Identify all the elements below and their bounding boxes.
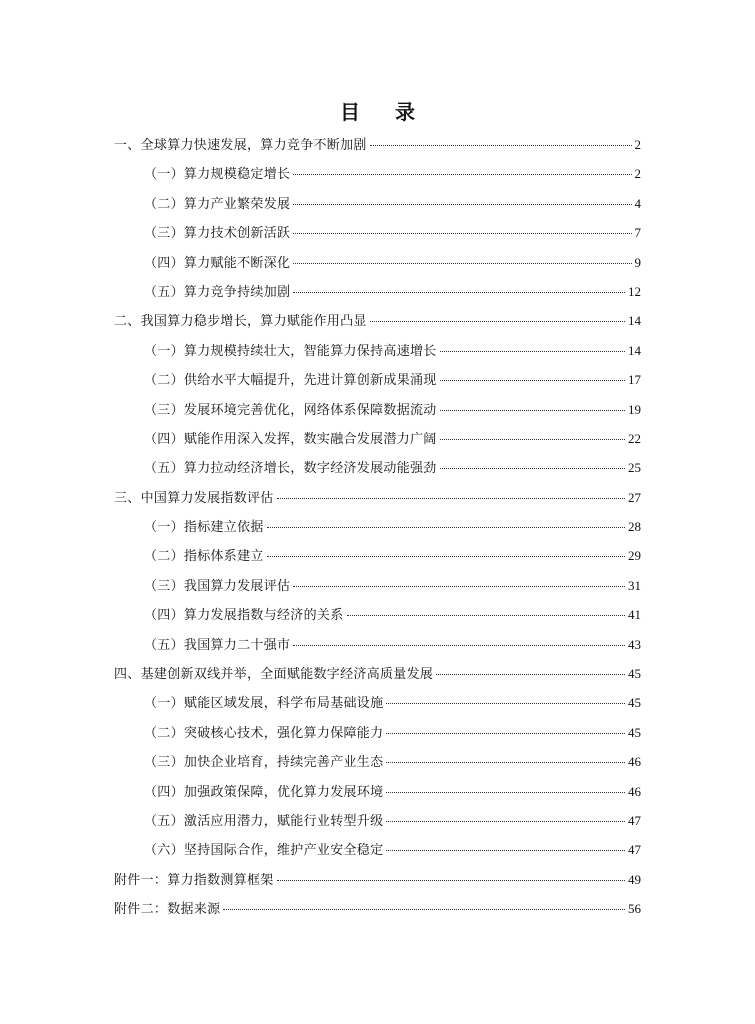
toc-entry-label: （四）赋能作用深入发挥，数实融合发展潜力广阔 (144, 431, 437, 447)
toc-section-entry[interactable] (114, 371, 641, 400)
toc-section-entry[interactable] (114, 841, 641, 870)
toc-page-number: 45 (628, 724, 641, 740)
toc-page-number: 14 (628, 342, 641, 358)
toc-entry-label: （一）赋能区域发展，科学布局基础设施 (144, 696, 384, 712)
toc-dot-leader (370, 321, 625, 322)
toc-section-entry[interactable] (114, 459, 641, 488)
toc-page-number: 2 (634, 166, 641, 182)
toc-entry-label: 三、中国算力发展指数评估 (114, 490, 274, 506)
toc-section-entry[interactable] (114, 195, 641, 224)
toc-dot-leader (223, 909, 625, 910)
toc-title: 目 录 (340, 100, 429, 124)
toc-dot-leader (386, 850, 625, 851)
toc-section-entry[interactable] (114, 577, 641, 606)
toc-dot-leader (293, 292, 625, 293)
toc-section-entry[interactable] (114, 430, 641, 459)
toc-dot-leader (293, 263, 631, 264)
toc-page-number: 45 (628, 695, 641, 711)
toc-section-entry[interactable] (114, 547, 641, 576)
toc-entry-label: （一）算力规模稳定增长 (144, 167, 291, 183)
toc-section-entry[interactable] (114, 165, 641, 194)
toc-dot-leader (386, 733, 625, 734)
toc-section-entry[interactable] (114, 283, 641, 312)
toc-section-entry[interactable] (114, 606, 641, 635)
toc-dot-leader (293, 233, 631, 234)
toc-entry-label: （二）算力产业繁荣发展 (144, 196, 291, 212)
toc-page-number: 46 (628, 783, 641, 799)
toc-dot-leader (293, 204, 631, 205)
toc-dot-leader (386, 703, 625, 704)
toc-page-number: 56 (628, 901, 641, 917)
toc-entry-label: 二、我国算力稳步增长，算力赋能作用凸显 (114, 314, 367, 330)
toc-chapter-entry[interactable] (114, 665, 641, 694)
toc-section-entry[interactable] (114, 724, 641, 753)
toc-dot-leader (267, 527, 625, 528)
toc-entry-label: （四）算力赋能不断深化 (144, 255, 291, 271)
toc-chapter-entry[interactable] (114, 900, 641, 929)
toc-dot-leader (370, 145, 632, 146)
toc-chapter-entry[interactable] (114, 871, 641, 900)
toc-dot-leader (440, 439, 625, 440)
toc-entry-label: （一）指标建立依据 (144, 520, 264, 536)
toc-page-number: 41 (628, 607, 641, 623)
toc-page-number: 4 (634, 195, 641, 211)
toc-page-number: 25 (628, 460, 641, 476)
toc-page-number: 12 (628, 283, 641, 299)
toc-dot-leader (277, 498, 625, 499)
toc-section-entry[interactable] (114, 753, 641, 782)
toc-dot-leader (293, 586, 625, 587)
toc-entry-label: （三）加快企业培育，持续完善产业生态 (144, 755, 384, 771)
toc-entry-label: （二）指标体系建立 (144, 549, 264, 565)
toc-section-entry[interactable] (114, 783, 641, 812)
toc-entry-label: 附件二：数据来源 (114, 902, 221, 918)
toc-page-number: 28 (628, 519, 641, 535)
toc-entry-label: 一、全球算力快速发展，算力竞争不断加剧 (114, 138, 367, 153)
toc-page-number: 2 (634, 137, 641, 152)
toc-page-number: 47 (628, 842, 641, 858)
toc-page-number: 46 (628, 754, 641, 770)
toc-dot-leader (386, 821, 625, 822)
toc-chapter-entry[interactable] (114, 312, 641, 341)
toc-page-number: 17 (628, 372, 641, 388)
toc-section-entry[interactable] (114, 254, 641, 283)
toc-page-number: 14 (628, 313, 641, 329)
toc-dot-leader (436, 674, 625, 675)
toc-page-number: 19 (628, 401, 641, 417)
toc-section-entry[interactable] (114, 694, 641, 723)
toc-section-entry[interactable] (114, 812, 641, 841)
toc-page-number: 49 (628, 871, 641, 887)
toc-section-entry[interactable] (114, 518, 641, 547)
toc-section-entry[interactable] (114, 342, 641, 371)
toc-page-number: 9 (634, 254, 641, 270)
toc-section-entry[interactable] (114, 636, 641, 665)
toc-dot-leader (440, 351, 625, 352)
toc-dot-leader (386, 792, 625, 793)
toc-dot-leader (440, 380, 625, 381)
toc-entry-label: （四）加强政策保障，优化算力发展环境 (144, 784, 384, 800)
toc-dot-leader (293, 174, 631, 175)
toc-dot-leader (277, 880, 625, 881)
toc-dot-leader (347, 615, 625, 616)
toc-page-number: 45 (628, 666, 641, 682)
toc-dot-leader (386, 762, 625, 763)
toc-entry-label: （五）算力拉动经济增长，数字经济发展动能强劲 (144, 461, 437, 477)
toc-entry-label: （四）算力发展指数与经济的关系 (144, 608, 344, 624)
toc-entry-label: （二）供给水平大幅提升，先进计算创新成果涌现 (144, 373, 437, 389)
toc-dot-leader (440, 468, 625, 469)
toc-entry-label: 四、基建创新双线并举，全面赋能数字经济高质量发展 (114, 667, 434, 683)
toc-chapter-entry[interactable] (114, 489, 641, 518)
toc-entry-label: （一）算力规模持续壮大，智能算力保持高速增长 (144, 343, 437, 359)
toc-entry-label: （二）突破核心技术，强化算力保障能力 (144, 725, 384, 741)
toc-entry-label: （五）算力竞争持续加剧 (144, 284, 291, 300)
toc-entry-label: （三）我国算力发展评估 (144, 578, 291, 594)
toc-entry-label: （五）我国算力二十强市 (144, 637, 291, 653)
toc-page-number: 31 (628, 577, 641, 593)
toc-dot-leader (440, 410, 625, 411)
toc-page-number: 29 (628, 548, 641, 564)
toc-dot-leader (267, 556, 625, 557)
toc-entry-label: （五）激活应用潜力，赋能行业转型升级 (144, 813, 384, 829)
table-of-contents (114, 136, 641, 930)
toc-page-number: 7 (634, 225, 641, 241)
toc-section-entry[interactable] (114, 401, 641, 430)
toc-entry-label: （六）坚持国际合作，维护产业安全稳定 (144, 843, 384, 859)
toc-section-entry[interactable] (114, 224, 641, 253)
toc-page-number: 22 (628, 430, 641, 446)
toc-entry-label: （三）算力技术创新活跃 (144, 226, 291, 242)
toc-dot-leader (293, 645, 625, 646)
toc-page-number: 43 (628, 636, 641, 652)
toc-page-number: 47 (628, 812, 641, 828)
toc-entry-label: （三）发展环境完善优化，网络体系保障数据流动 (144, 402, 437, 418)
toc-entry-label: 附件一：算力指数测算框架 (114, 872, 274, 888)
toc-chapter-entry[interactable] (114, 136, 641, 165)
toc-page-number: 27 (628, 489, 641, 505)
